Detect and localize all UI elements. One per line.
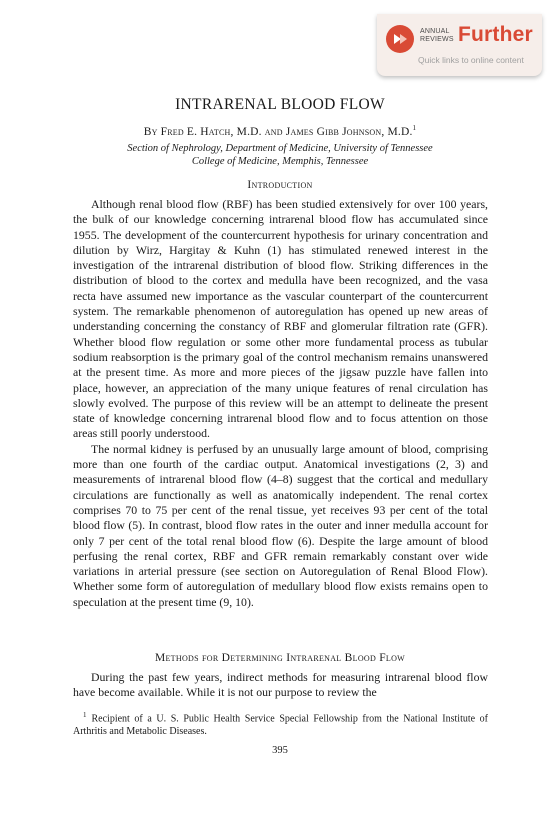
intro-paragraph-2: The normal kidney is perfused by an unusually large amount of blood, comprising more than one fourth of the cardiac output. Anatomical investigations (2, 3) and measurements of intrarenal blood flow (4–8) suggest that the cortical and medullary circulations are functionally as well as anatomically independent. The renal cortex comprises 70 to 75 per cent of the renal tissue, yet receives 93 per cent of the total blood flow (5). In contrast, blood flow rates in the outer and inner medulla account for only 7 per cent of the total renal blood flow (6). Despite the large amount of blood perfusing the renal cortex, RBF and GFR remain remarkably constant over wide variations in arterial pressure (see section on Autoregulation of Renal Blood Flow). Whether some form of autoregulation of medullary blood flow exists remains open to speculation at the present time (9, 10).	[73, 441, 488, 609]
author-note-mark: 1	[412, 124, 417, 132]
authors-text: By Fred E. Hatch, M.D. and James Gibb Johnson, M.D.	[143, 125, 413, 138]
methods-heading: Methods for Determining Intrarenal Blood Flow	[154, 652, 406, 664]
article-title: INTRARENAL BLOOD FLOW	[175, 96, 385, 113]
logo-reviews: REVIEWS	[420, 36, 454, 43]
footnote-mark: 1	[83, 711, 87, 719]
footnote-text: Recipient of a U. S. Public Health Service Special Fellowship from the National Institute of Arthritis and Metabolic Diseases.	[73, 713, 488, 738]
methods-paragraph-1: During the past few years, indirect methods for measuring intrarenal blood flow have become available. While it is not our purpose to review the	[73, 670, 488, 700]
page-number: 395	[272, 745, 288, 756]
affiliation-line-2: College of Medicine, Memphis, Tennessee	[191, 156, 369, 167]
further-subtitle: Quick links to online content	[418, 55, 524, 65]
introduction-heading: Introduction	[247, 179, 313, 191]
further-label: Further	[458, 23, 533, 46]
introduction-body	[73, 197, 488, 610]
author-line	[0, 124, 560, 138]
affiliation-line-1: Section of Nephrology, Department of Medicine, University of Tennessee	[127, 143, 433, 154]
logo-annual: ANNUAL	[420, 28, 450, 35]
methods-body	[73, 670, 488, 701]
annual-reviews-logo	[420, 28, 454, 44]
footnote	[73, 709, 488, 738]
arrow-circle-icon	[386, 25, 414, 53]
intro-paragraph-1: Although renal blood flow (RBF) has been studied extensively for over 100 years, the bulk of our knowledge concerning intrarenal blood flow has accumulated since 1955. The development of the countercurrent hypothesis for urinary concentration and dilution by Wirz, Hargitay & Kuhn (1) has stimulated renewed interest in the investigation of the intrarenal distribution of blood flow. Striking differences in the distribution of blood to the cortex and medulla have been recognized, and the vasa recta have assumed new importance as the vascular counterpart of the countercurrent system. The remarkable phenomenon of autoregulation has opened up new areas of understanding concerning the constancy of RBF and glomerular filtration rate (GFR). Whether blood flow regulation or some other more fundamental process as tubular sodium reabsorption is the primary goal of the control mechanism remains unanswered at the present time. As more and more pieces of the jigsaw puzzle have fallen into place, however, an appreciation of the many unique features of renal circulation has slowly evolved. The purpose of this review will be an attempt to delineate the present state of knowledge concerning intrarenal blood flow and to focus attention on those areas still poorly understood.	[73, 197, 488, 441]
further-banner[interactable]	[377, 14, 542, 76]
